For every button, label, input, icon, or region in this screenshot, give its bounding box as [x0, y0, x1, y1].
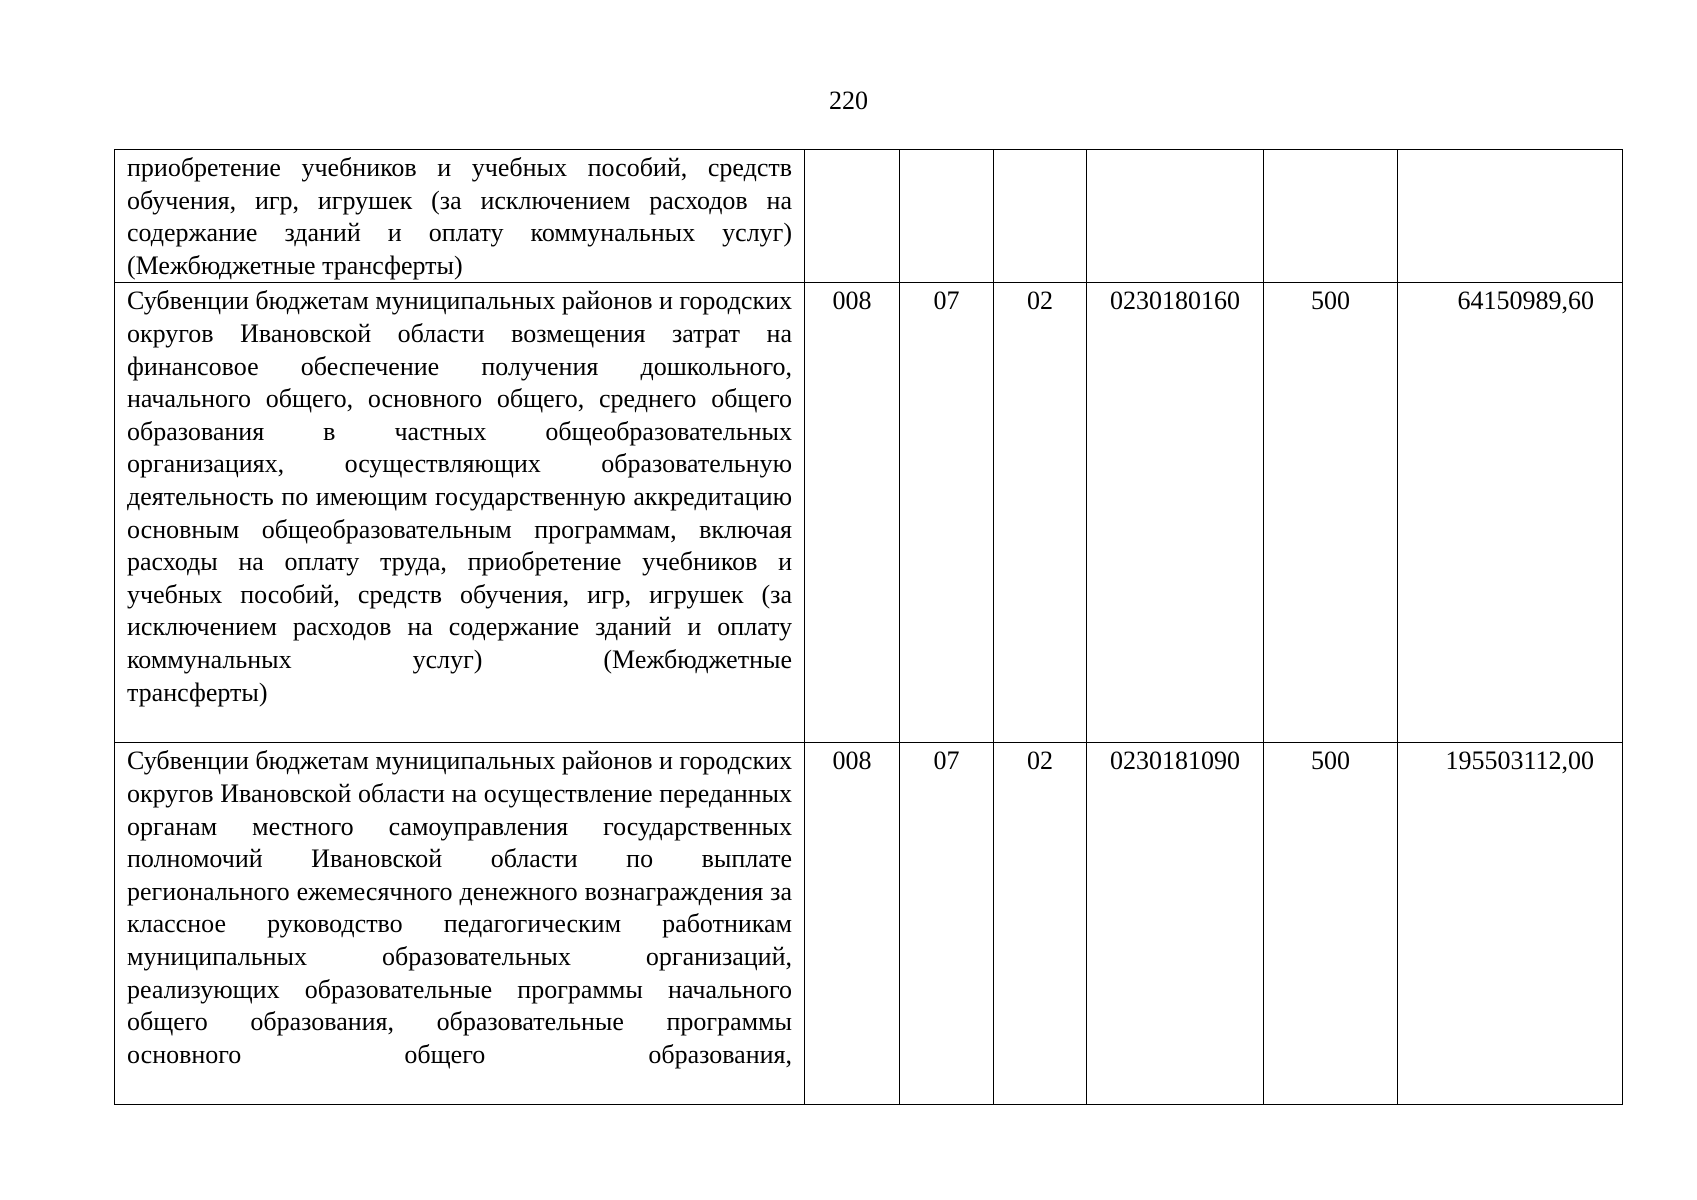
subsection-code: 02: [994, 743, 1087, 1105]
expense-type-code: 500: [1264, 743, 1398, 1105]
ministry-code: 008: [805, 283, 900, 743]
row-description: [115, 283, 805, 743]
subsection-code: 02: [994, 283, 1087, 743]
target-article-code: [1087, 150, 1264, 283]
subsection-code: [994, 150, 1087, 283]
expense-type-code: 500: [1264, 283, 1398, 743]
ministry-code: 008: [805, 743, 900, 1105]
table-row: [115, 283, 1623, 743]
table-row: [115, 743, 1623, 1105]
row-description: [115, 743, 805, 1105]
section-code: [900, 150, 994, 283]
page-number: 220: [829, 86, 868, 115]
expense-type-code: [1264, 150, 1398, 283]
section-code: 07: [900, 743, 994, 1105]
description-text: Субвенции бюджетам муниципальных районов и городских округов Ивановской области возмещения затрат на финансовое обеспечение получения дошкольного, начального общего, основного общего, среднего общего образования в частных общеобразовательных организациях, осуществляющих образовательную деятельность по имеющим государственную аккредитацию основным общеобразовательным программам, включая расходы на оплату труда, приобретение учебников и учебных пособий, средств обучения, игр, игрушек (за исключением расходов на содержание зданий и оплату коммунальных услуг) (Межбюджетные: [127, 286, 792, 674]
row-description: [115, 150, 805, 283]
table-row: [115, 150, 1623, 283]
amount: 195503112,00: [1398, 743, 1623, 1105]
ministry-code: [805, 150, 900, 283]
section-code: 07: [900, 283, 994, 743]
description-text: Субвенции бюджетам муниципальных районов и городских округов Ивановской области на осуществление переданных органам местного самоуправления государственных полномочий Ивановской области по выплате регионального ежемесячного денежного вознаграждения за классное руководство педагогическим работникам муниципальных образовательных организаций, реализующих образовательные программы начального общего образования, образовательные программы основного общего образования,: [127, 746, 792, 1069]
amount: [1398, 150, 1623, 283]
budget-table: [114, 149, 1623, 1105]
target-article-code: 0230180160: [1087, 283, 1264, 743]
description-text: приобретение учебников и учебных пособий, средств обучения, игр, игрушек (за исключением расходов на содержание зданий и оплату коммунальных услуг): [127, 153, 792, 248]
description-tail: (Межбюджетные трансферты): [127, 250, 463, 280]
amount: 64150989,60: [1398, 283, 1623, 743]
target-article-code: 0230181090: [1087, 743, 1264, 1105]
description-tail: трансферты): [127, 677, 268, 707]
